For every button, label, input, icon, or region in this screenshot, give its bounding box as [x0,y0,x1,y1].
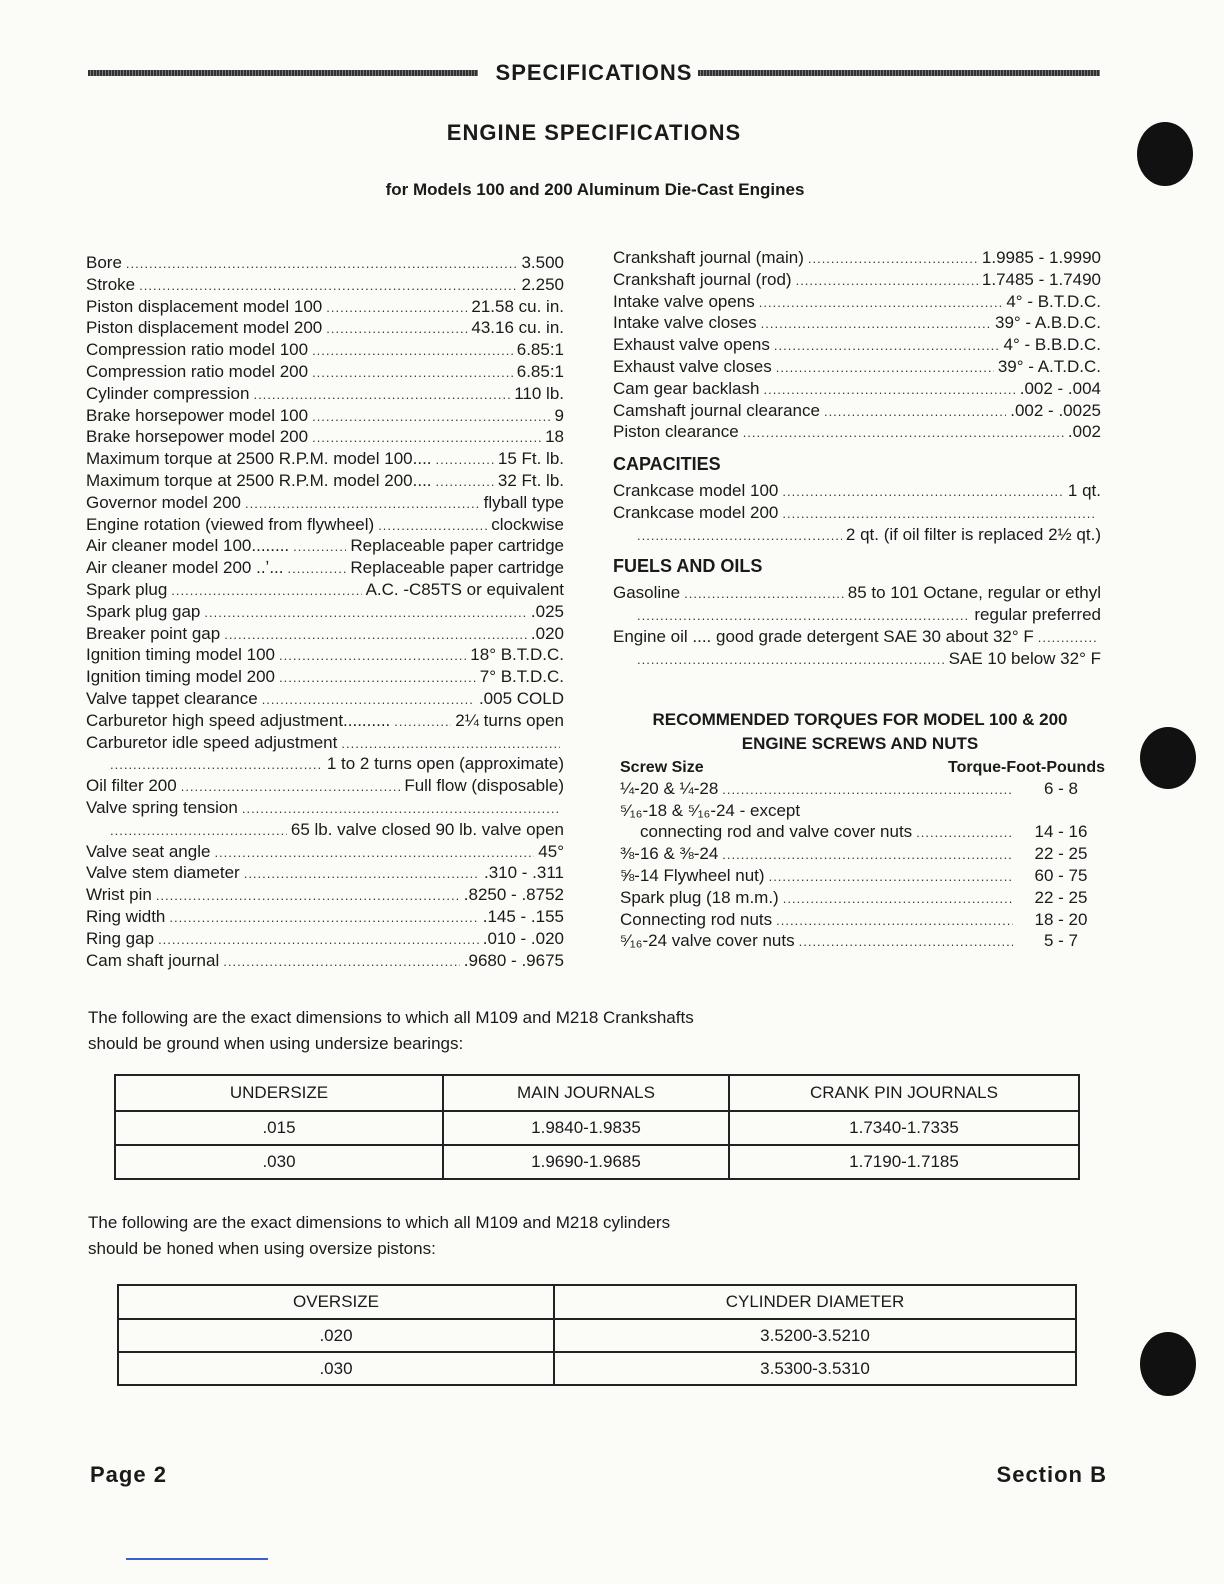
crankshaft-table [114,1074,1080,1180]
spec-value: 9 [554,405,564,425]
spec-label: Cylinder compression [86,383,250,403]
leader-dots [378,516,487,537]
spec-label: connecting rod and valve cover nuts [640,822,913,842]
spec-label: Compression ratio model 100 [86,340,309,360]
leader-dots [436,450,494,471]
leader-dots [312,363,513,384]
table-cell: .020 [118,1319,554,1352]
spec-label: ⅝-14 Flywheel nut) [620,865,765,885]
table-cell: .015 [115,1111,443,1145]
spec-row [86,253,564,275]
leader-dots [169,908,478,929]
spec-value: 18 [545,427,564,447]
torque-title-line1: RECOMMENDED TORQUES FOR MODEL 100 & 200 [652,710,1068,729]
leader-dots [326,319,467,340]
spec-value: 7° B.T.D.C. [479,667,564,687]
spec-label: Stroke [86,274,136,294]
spec-value: 6 - 8 [1043,778,1079,798]
spec-row [86,340,564,362]
spec-label: Crankshaft journal (rod) [613,269,792,289]
spec-value: .002 - .0025 [1010,400,1101,420]
spec-value: .005 COLD [478,688,564,708]
spec-label: Air cleaner model 100........ [86,536,290,556]
capacities-heading: CAPACITIES [613,454,721,475]
leader-dots [312,341,513,362]
spec-label: Governor model 200 [86,492,241,512]
leader-dots [293,537,346,558]
leader-dots [312,428,541,449]
leader-dots [244,864,480,885]
spec-row [613,401,1101,423]
leader-dots [743,423,1064,444]
crankshaft-paragraph-line1: The following are the exact dimensions to which all M109 and M218 Crankshafts [88,1008,694,1027]
spec-row [86,624,564,646]
spec-label: Piston displacement model 200 [86,318,323,338]
spec-row [613,292,1101,314]
leader-dots [722,780,1013,801]
leader-dots [763,380,1015,401]
cylinder-paragraph-line1: The following are the exact dimensions to which all M109 and M218 cylinders [88,1213,671,1232]
cylinder-paragraph-line2: should be honed when using oversize pistons: [88,1239,436,1258]
spec-row [86,951,564,973]
leader-dots [1038,628,1097,649]
spec-value: 4° - B.T.D.C. [1006,291,1101,311]
leader-dots [110,821,287,842]
leader-dots [279,646,466,667]
spec-row [86,515,564,537]
crank-header-main: MAIN JOURNALS [443,1075,729,1111]
spec-row [620,801,1105,823]
spec-row [613,503,1101,525]
spec-label: Ring width [86,906,166,926]
spec-value: 3.500 [521,253,564,272]
leader-dots [204,603,527,624]
spec-label: Cam gear backlash [613,378,760,398]
spec-value: .002 [1067,422,1101,442]
page-header [88,60,1100,86]
spec-row [86,667,564,689]
table-cell: 1.7190-1.7185 [729,1145,1079,1179]
spec-row [613,335,1101,357]
spec-row [86,318,564,340]
spec-value: flyball type [483,492,564,512]
spec-row [613,248,1101,270]
spec-value: Replaceable paper cartridge [350,536,564,556]
spec-value: 32 Ft. lb. [497,470,564,490]
spec-row [620,844,1105,866]
spec-label: Piston displacement model 100 [86,296,323,316]
cyl-header-oversize: OVERSIZE [118,1285,554,1319]
spec-row [86,711,564,733]
spec-label: Spark plug [86,579,168,599]
leader-dots [214,843,534,864]
leader-dots [242,799,560,820]
spec-row [86,798,564,820]
spec-row [620,910,1105,932]
spec-value: 39° - A.T.D.C. [997,356,1101,376]
spec-row [86,754,564,776]
fuels-heading: FUELS AND OILS [613,556,763,577]
spec-row [86,558,564,580]
spec-row [86,820,564,842]
table-cell: .030 [118,1352,554,1385]
leader-dots [126,254,518,275]
spec-label: Crankcase model 100 [613,480,779,500]
spec-row [613,481,1101,503]
spec-label: Brake horsepower model 100 [86,405,309,425]
spec-value: 1 to 2 turns open (approximate) [326,754,564,774]
leader-dots [279,668,476,689]
spec-value: clockwise [491,514,564,534]
spec-label: Crankshaft journal (main) [613,248,804,267]
spec-row [613,649,1101,671]
spec-label: Spark plug gap [86,601,201,621]
spec-row [620,931,1105,953]
spec-row [86,602,564,624]
spec-value: 85 to 101 Octane, regular or ethyl [847,583,1101,603]
spec-label: Piston clearance [613,422,739,442]
spec-row [86,427,564,449]
spec-value: Replaceable paper cartridge [350,558,564,578]
spec-value: 4° - B.B.D.C. [1003,335,1101,355]
spec-label: Exhaust valve opens [613,335,770,355]
spec-row [86,536,564,558]
spec-label: Oil filter 200 [86,776,177,796]
spec-label: ¼-20 & ¼-28 [620,778,719,798]
spec-row [620,866,1105,888]
leader-dots [436,472,494,493]
leader-dots [796,271,978,292]
table-cell: 3.5200-3.5210 [554,1319,1076,1352]
torque-table [620,758,1105,953]
spec-row [613,379,1101,401]
spec-label: Engine rotation (viewed from flywheel) [86,514,375,534]
right-spec-list [613,248,1101,670]
spec-value: 60 - 75 [1034,865,1088,885]
spec-value: 2.250 [521,274,564,294]
leader-dots [181,777,401,798]
table-cell: 1.9840-1.9835 [443,1111,729,1145]
leader-dots [824,402,1006,423]
spec-row [86,645,564,667]
spec-row [86,733,564,755]
spec-value: 1.7485 - 1.7490 [981,269,1101,289]
leader-dots [759,293,1003,314]
leader-dots [783,889,1013,910]
leader-dots [722,845,1013,866]
spec-label: Breaker point gap [86,623,221,643]
leader-dots [139,276,517,297]
spec-value: 18 - 20 [1034,909,1088,929]
spec-label: Ignition timing model 200 [86,667,276,687]
spec-row [620,888,1105,910]
spec-value: 18° B.T.D.C. [470,645,564,665]
cylinder-table [117,1284,1077,1386]
spec-row [86,689,564,711]
spec-value: .310 - .311 [483,863,564,883]
spec-row [620,822,1105,844]
leader-dots [684,584,844,605]
spec-value: 21.58 cu. in. [471,296,564,316]
leader-dots [262,690,475,711]
spec-label: Brake horsepower model 200 [86,427,309,447]
spec-value: 1.9985 - 1.9990 [981,248,1101,267]
spec-row [86,580,564,602]
spec-row [86,493,564,515]
spec-label: Air cleaner model 200 ..ʼ... [86,558,284,578]
table-cell: .030 [115,1145,443,1179]
spec-value: 14 - 16 [1034,822,1088,842]
binder-hole-top [1137,122,1193,186]
table-cell: 3.5300-3.5310 [554,1352,1076,1385]
spec-label: Compression ratio model 200 [86,361,309,381]
spec-value: 110 lb. [514,383,564,403]
spec-row [86,929,564,951]
leader-dots [223,952,460,973]
spec-value: 22 - 25 [1034,887,1088,907]
spec-label: Spark plug (18 m.m.) [620,887,779,907]
spec-label: Carburetor high speed adjustment.......... [86,710,391,730]
spec-value: A.C. -C85TS or equivalent [365,579,564,599]
spec-label: Crankcase model 200 [613,502,779,522]
spec-row [86,863,564,885]
header-title: SPECIFICATIONS [88,60,1100,86]
leader-dots [156,886,460,907]
leader-dots [637,650,945,671]
spec-row [86,776,564,798]
spec-row [86,885,564,907]
spec-value: .025 [530,601,564,621]
spec-value: 1 qt. [1067,480,1101,500]
binder-hole-bottom [1140,1332,1196,1396]
spec-row [613,627,1101,649]
cylinder-paragraph [88,1210,888,1262]
spec-value: .020 [530,623,564,643]
spec-label: Camshaft journal clearance [613,400,820,420]
page-subtitle: for Models 100 and 200 Aluminum Die-Cast Engines [385,180,805,199]
spec-value: 43.16 cu. in. [471,318,564,338]
leader-dots [253,385,510,406]
leader-dots [916,823,1013,844]
spec-row [86,384,564,406]
spec-label: Exhaust valve closes [613,356,772,376]
spec-label: ⅜-16 & ⅜-24 [620,844,719,864]
spec-value: .8250 - .8752 [463,885,564,905]
torque-header [620,758,1105,779]
torque-col-foot-pounds: Torque-Foot-Pounds [948,759,1105,776]
leader-dots [224,625,527,646]
spec-label: Valve spring tension [86,797,238,817]
spec-row [613,583,1101,605]
spec-value: 45° [538,841,564,861]
leader-dots [158,930,479,951]
spec-label: Ring gap [86,928,155,948]
leader-dots [774,336,1000,357]
spec-row [86,297,564,319]
spec-label: ⁵⁄₁₆-18 & ⁵⁄₁₆-24 - except [620,800,801,820]
spec-value: SAE 10 below 32° F [948,648,1101,668]
leader-dots [171,581,361,602]
spec-label: Bore [86,253,122,272]
leader-dots [287,559,346,580]
torque-col-screw-size: Screw Size [620,759,704,776]
leader-dots [341,734,560,755]
leader-dots [776,358,994,379]
spec-label: Maximum torque at 2500 R.P.M. model 100.... [86,449,432,469]
spec-label: Ignition timing model 100 [86,645,276,665]
spec-value: 39° - A.B.D.C. [994,313,1101,333]
spec-value: 65 lb. valve closed 90 lb. valve open [290,819,564,839]
leader-dots [326,298,467,319]
spec-value: 6.85:1 [516,361,564,381]
spec-value: regular preferred [974,604,1101,624]
spec-label: ⁵⁄₁₆-24 valve cover nuts [620,931,795,951]
spec-row [86,471,564,493]
spec-row [86,449,564,471]
spec-row [613,525,1101,547]
spec-label: Engine oil .... good grade detergent SAE 30 about 32° F [613,626,1034,646]
spec-row [86,362,564,384]
spec-row [613,422,1101,444]
leader-dots [769,867,1013,888]
leader-dots [808,249,978,270]
spec-label: Valve tappet clearance [86,688,258,708]
spec-value: Full flow (disposable) [404,776,564,796]
spec-label: Connecting rod nuts [620,909,773,929]
page-title: ENGINE SPECIFICATIONS [446,120,742,145]
spec-label: Cam shaft journal [86,950,220,970]
spec-value: .9680 - .9675 [463,950,564,970]
section-label: Section B [996,1462,1107,1487]
leader-dots [782,504,1097,525]
spec-row [620,779,1105,801]
spec-label: Intake valve closes [613,313,757,333]
spec-value: .010 - .020 [482,928,564,948]
table-cell: 1.7340-1.7335 [729,1111,1079,1145]
spec-value: 6.85:1 [516,340,564,360]
leader-dots [245,494,480,515]
spec-row [613,605,1101,627]
leader-dots [799,932,1013,953]
left-spec-list [86,253,564,972]
page-number: Page 2 [90,1462,167,1487]
spec-label: Carburetor idle speed adjustment [86,732,338,752]
crank-header-pin: CRANK PIN JOURNALS [729,1075,1079,1111]
spec-row [613,313,1101,335]
table-cell: 1.9690-1.9685 [443,1145,729,1179]
spec-label: Intake valve opens [613,291,755,311]
leader-dots [761,314,991,335]
spec-value: 15 Ft. lb. [497,449,564,469]
spec-value: 22 - 25 [1034,844,1088,864]
spec-label: Wrist pin [86,885,152,905]
spec-row [86,907,564,929]
spec-row [86,406,564,428]
spec-row [613,270,1101,292]
spec-value: 5 - 7 [1043,931,1079,951]
spec-label: Maximum torque at 2500 R.P.M. model 200.... [86,470,432,490]
spec-row [613,357,1101,379]
binder-hole-middle [1140,727,1196,789]
spec-value: .002 - .004 [1019,378,1101,398]
spec-label: Valve stem diameter [86,863,240,883]
scan-artifact-line [126,1558,268,1560]
leader-dots [312,407,550,428]
cyl-header-diameter: CYLINDER DIAMETER [554,1285,1076,1319]
leader-dots [637,606,970,627]
spec-row [86,842,564,864]
spec-label: Valve seat angle [86,841,211,861]
spec-value: .145 - .155 [482,906,564,926]
spec-label: Gasoline [613,583,681,603]
spec-row [86,275,564,297]
leader-dots [394,712,451,733]
crankshaft-paragraph-line2: should be ground when using undersize bearings: [88,1034,464,1053]
leader-dots [776,911,1013,932]
crank-header-undersize: UNDERSIZE [115,1075,443,1111]
leader-dots [782,482,1064,503]
torque-title [610,708,1110,756]
leader-dots [637,526,842,547]
spec-value: 2¼ turns open [455,710,564,730]
spec-value: 2 qt. (if oil filter is replaced 2½ qt.) [845,524,1101,544]
leader-dots [110,755,323,776]
torque-title-line2: ENGINE SCREWS AND NUTS [741,734,979,753]
crankshaft-paragraph [88,1005,888,1057]
